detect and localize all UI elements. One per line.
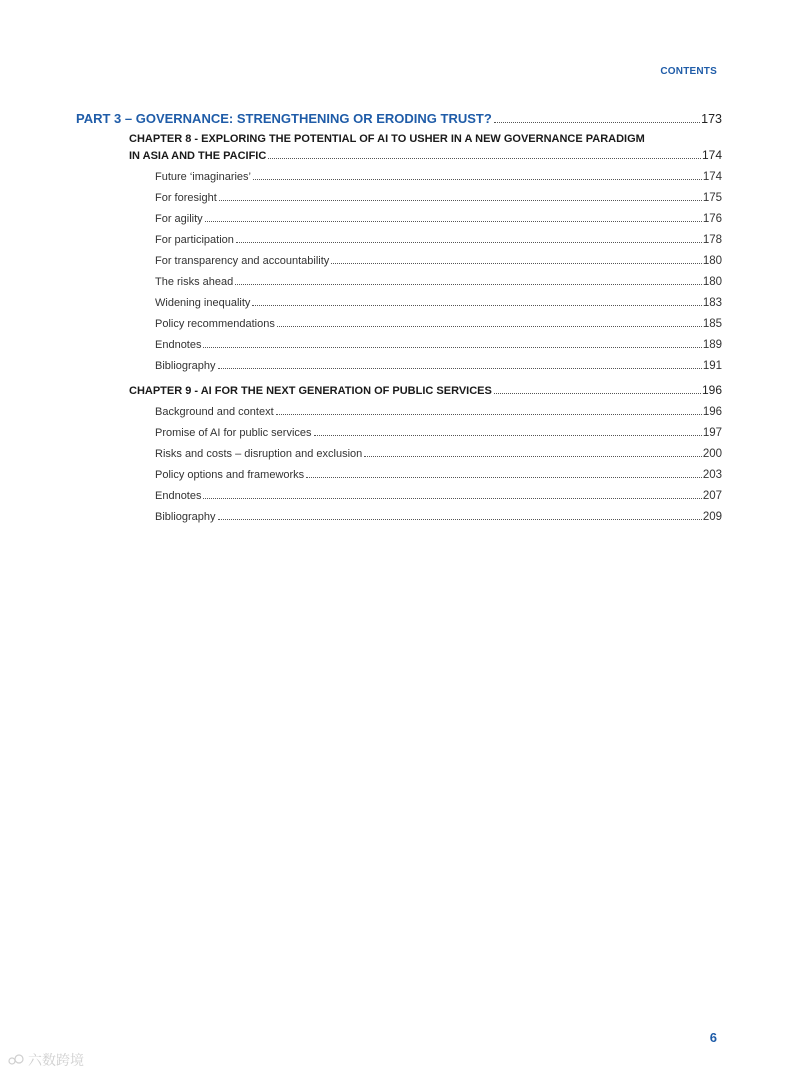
toc-section-label: Widening inequality	[155, 297, 251, 309]
toc-section-label: For agility	[155, 213, 203, 225]
toc-page-number: 175	[702, 192, 722, 204]
dot-leader	[314, 435, 702, 436]
toc-section-label: Endnotes	[155, 339, 202, 351]
table-of-contents	[76, 111, 722, 532]
dot-leader	[306, 477, 702, 478]
toc-page-number: 180	[702, 276, 722, 288]
toc-section-entry[interactable]	[76, 297, 722, 318]
running-header-contents: CONTENTS	[660, 66, 717, 77]
toc-page-number: 185	[702, 318, 722, 330]
toc-section-entry[interactable]	[76, 360, 722, 381]
toc-chapter-8[interactable]	[76, 148, 722, 171]
toc-chapter-8-title-line1[interactable]: CHAPTER 8 - EXPLORING THE POTENTIAL OF AI TO USHER IN A NEW GOVERNANCE PARADIGM	[129, 133, 645, 145]
dot-leader	[203, 498, 701, 499]
toc-section-label: For foresight	[155, 192, 217, 204]
dot-leader	[218, 368, 702, 369]
toc-section-entry[interactable]	[76, 171, 722, 192]
toc-page-number: 180	[702, 255, 722, 267]
toc-page-number: 209	[702, 511, 722, 523]
toc-section-entry[interactable]	[76, 276, 722, 297]
toc-page-number: 197	[702, 427, 722, 439]
toc-section-label: Risks and costs – disruption and exclusion	[155, 448, 363, 460]
toc-section-entry[interactable]	[76, 469, 722, 490]
toc-page-number: 174	[701, 148, 722, 162]
page-number: 6	[709, 1030, 717, 1045]
toc-chapter-label: IN ASIA AND THE PACIFIC	[129, 150, 267, 162]
toc-page-number: 200	[702, 448, 722, 460]
toc-page-number: 173	[701, 112, 722, 126]
toc-page-number: 196	[701, 383, 722, 397]
dot-leader	[331, 263, 702, 264]
toc-section-entry[interactable]	[76, 448, 722, 469]
dot-leader	[218, 519, 702, 520]
toc-part-3[interactable]	[76, 111, 722, 131]
toc-section-entry[interactable]	[76, 255, 722, 276]
toc-section-entry[interactable]	[76, 511, 722, 532]
toc-page-number: 174	[702, 171, 722, 183]
dot-leader	[494, 393, 701, 394]
toc-page-number: 189	[702, 339, 722, 351]
toc-page-number: 178	[702, 234, 722, 246]
toc-section-label: Policy options and frameworks	[155, 469, 305, 481]
toc-section-label: Bibliography	[155, 511, 216, 523]
toc-section-entry[interactable]	[76, 318, 722, 339]
toc-section-entry[interactable]	[76, 192, 722, 213]
toc-section-label: Bibliography	[155, 360, 216, 372]
toc-page-number: 183	[702, 297, 722, 309]
toc-chapter-9[interactable]	[76, 383, 722, 406]
toc-section-entry[interactable]	[76, 213, 722, 234]
toc-section-label: The risks ahead	[155, 276, 234, 288]
dot-leader	[219, 200, 702, 201]
dot-leader	[235, 284, 702, 285]
dot-leader	[276, 414, 702, 415]
watermark	[8, 1050, 84, 1070]
toc-part-label: PART 3 – GOVERNANCE: STRENGTHENING OR ERODING TRUST?	[76, 111, 492, 126]
dot-leader	[203, 347, 701, 348]
toc-section-label: Background and context	[155, 406, 274, 418]
toc-section-label: Future ‘imaginaries’	[155, 171, 251, 183]
toc-section-label: Promise of AI for public services	[155, 427, 312, 439]
toc-page-number: 207	[702, 490, 722, 502]
toc-page-number: 203	[702, 469, 722, 481]
chapter-9-section-list	[76, 406, 722, 532]
watermark-text: 六数跨境	[28, 1052, 84, 1068]
dot-leader	[252, 305, 701, 306]
toc-section-entry[interactable]	[76, 427, 722, 448]
toc-page-number: 191	[702, 360, 722, 372]
toc-section-entry[interactable]	[76, 406, 722, 427]
toc-page-number: 176	[702, 213, 722, 225]
toc-page-number: 196	[702, 406, 722, 418]
dot-leader	[253, 179, 702, 180]
toc-section-label: For transparency and accountability	[155, 255, 330, 267]
dot-leader	[236, 242, 702, 243]
dot-leader	[205, 221, 702, 222]
dot-leader	[364, 456, 702, 457]
dot-leader	[494, 122, 700, 123]
toc-section-entry[interactable]	[76, 339, 722, 360]
watermark-logo-icon	[8, 1054, 24, 1066]
toc-section-label: For participation	[155, 234, 234, 246]
toc-section-label: Policy recommendations	[155, 318, 275, 330]
toc-section-label: Endnotes	[155, 490, 202, 502]
toc-section-entry[interactable]	[76, 234, 722, 255]
toc-section-entry[interactable]	[76, 490, 722, 511]
dot-leader	[268, 158, 701, 159]
dot-leader	[277, 326, 702, 327]
toc-chapter-label: CHAPTER 9 - AI FOR THE NEXT GENERATION OF PUBLIC SERVICES	[129, 385, 492, 397]
chapter-8-section-list	[76, 171, 722, 381]
